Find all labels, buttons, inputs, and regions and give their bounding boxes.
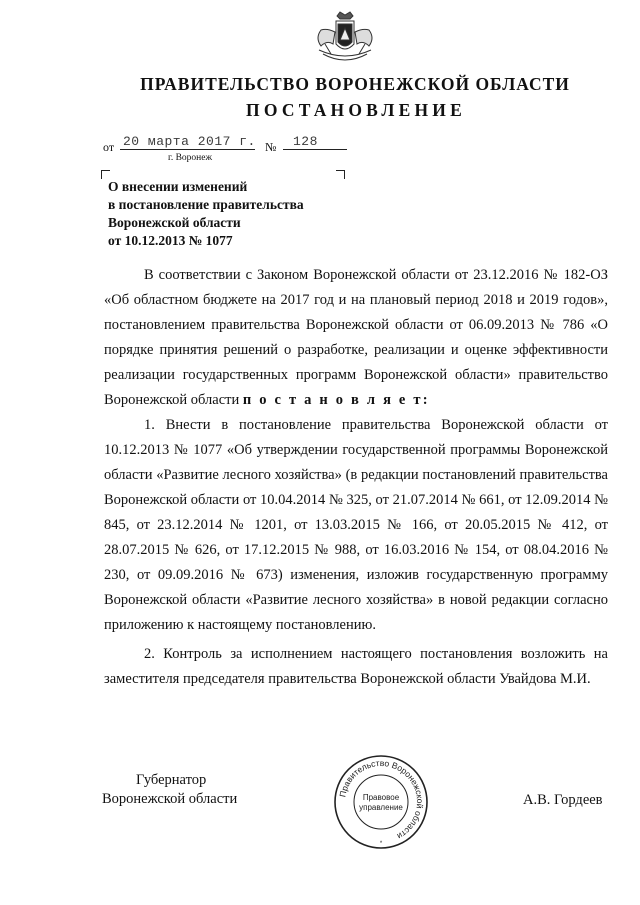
subject-line: от 10.12.2013 № 1077: [108, 233, 233, 248]
subject-block: [108, 178, 368, 250]
legal-department-stamp: [331, 752, 431, 852]
number-label: №: [265, 140, 277, 154]
dateline: [103, 134, 373, 164]
document-type-title: ПОСТАНОВЛЕНИЕ: [246, 100, 466, 120]
subject-line: в постановление правительства: [108, 197, 304, 212]
number-underline: [283, 149, 347, 150]
handwritten-number: 128: [293, 134, 318, 149]
preamble-text: В соответствии с Законом Воронежской области от 23.12.2016 № 182-ОЗ «Об областном бюджете на 2017 год и на плановый период 2018 и 2019 годов», постановлением правительства Воронежской области от 06.09.2013 № 786 «О порядке принятия решений о разработке, реализации и оценке эффективности реализации государственных программ Воронежской области» правительство Воронежской области: [104, 267, 608, 408]
paragraph-item-2: 2. Контроль за исполнением настоящего постановления возложить на заместителя председателя правительства Воронежской области Увайдова М.И.: [104, 646, 608, 687]
stamp-ring-text: Правительство Воронежской области: [337, 757, 426, 842]
city-label: г. Воронеж: [168, 153, 213, 163]
date-from-label: от: [103, 140, 115, 154]
date-underline: [120, 149, 255, 150]
signature-block: [0, 771, 640, 831]
paragraph-item-1: 1. Внести в постановление правительства Воронежской области от 10.12.2013 № 1077 «Об утверждении государственной программы Воронежской области «Развитие лесного хозяйства» (в редакции постановлений правительства Воронежской области от 10.04.2014 № 325, от 21.07.2014 № 661, от 12.09.2014 № 845, от 23.12.2014 № 1201, от 13.03.2015 № 166, от 20.05.2015 № 412, от 28.07.2015 № 626, от 17.12.2015 № 988, от 16.03.2016 № 154, от 08.04.2016 № 230, от 09.09.2016 № 673) изменения, изложив государственную программу Воронежской области «Развитие лесного хозяйства» в новой редакции согласно приложению к настоящему постановлению.: [104, 417, 608, 633]
subject-line: О внесении изменений: [108, 179, 248, 194]
document-body: [104, 263, 608, 692]
resolves-emphasis: п о с т а н о в л я е т:: [242, 392, 430, 408]
stamp-center-line: Правовое: [362, 793, 400, 802]
subject-line: Воронежской области: [108, 215, 241, 230]
handwritten-date: 20 марта 2017 г.: [123, 134, 256, 149]
signatory-name: А.В. Гордеев: [523, 792, 603, 808]
stamp-star-icon: *: [379, 841, 383, 847]
voronezh-coat-of-arms-icon: [309, 10, 381, 68]
paragraph-preamble: [104, 263, 608, 413]
signatory-role: [102, 771, 237, 809]
stamp-center-line: управление: [359, 803, 403, 812]
signatory-role-line: Губернатор: [136, 772, 207, 788]
signatory-role-line: Воронежской области: [102, 791, 238, 807]
government-title: ПРАВИТЕЛЬСТВО ВОРОНЕЖСКОЙ ОБЛАСТИ: [140, 74, 570, 94]
